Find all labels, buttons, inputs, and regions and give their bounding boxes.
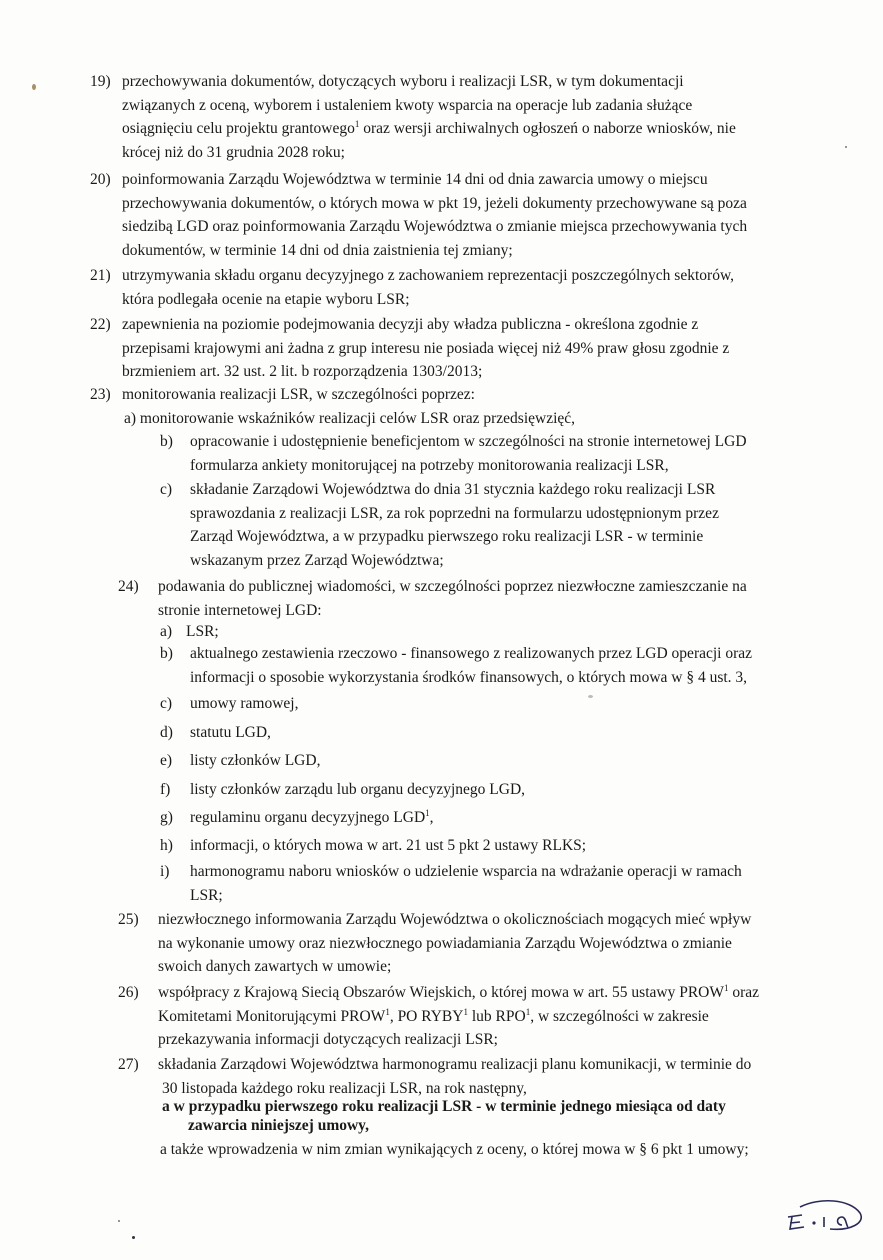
text-line: podawania do publicznej wiadomości, w szczególności poprzez niezwłoczne zamieszczanie na [158, 578, 747, 595]
text-line: swoich danych zawartych w umowie; [158, 958, 392, 975]
sub-letter: c) [160, 695, 173, 712]
text-line: opracowanie i udostępnienie beneficjentom w szczególności na stronie internetowej LGD [190, 433, 747, 450]
text-line: a także wprowadzenia w nim zmian wynikających z oceny, o której mowa w § 6 pkt 1 umowy; [160, 1141, 749, 1158]
item-text [122, 264, 798, 311]
sub-letter: i) [160, 863, 170, 880]
item-number: 25) [118, 911, 139, 928]
sub-letter: b) [160, 433, 173, 450]
text-line: przechowywania dokumentów, o których mowa w pkt 19, jeżeli dokumenty przechowywane są poza [122, 194, 747, 212]
closing-line [160, 1138, 820, 1162]
text-line: LSR; [186, 623, 219, 640]
text-line: informacji, o których mowa w art. 21 ust 5 pkt 2 ustawy RLKS; [190, 837, 587, 854]
text-line: 30 listopada każdego roku realizacji LSR, na rok następny, [162, 1079, 527, 1097]
sub-letter: a) [124, 410, 137, 427]
item-text [122, 70, 798, 164]
item-number: 24) [118, 578, 139, 595]
item-text [158, 575, 798, 622]
text-line: zawarcia niniejszej umowy, [188, 1117, 369, 1134]
sub-text [190, 478, 798, 572]
item-text [158, 981, 798, 1052]
text-line: brzmieniem art. 32 ust. 2 lit. b rozporządzenia 1303/2013; [122, 363, 483, 380]
text-line: harmonogramu naboru wniosków o udzielenie wsparcia na wdrażanie operacji w ramach [190, 863, 742, 880]
item-text [158, 1053, 798, 1100]
text-line: przepisami krajowymi ani żadna z grup interesu nie posiada więcej niż 49% praw głosu zgodnie z [122, 339, 730, 357]
text-line: monitorowania realizacji LSR, w szczególności poprzez: [122, 386, 475, 403]
sub-text [190, 860, 798, 907]
text-line: statutu LGD, [190, 724, 271, 741]
sub-item-23a [124, 407, 804, 431]
text-line: składanie Zarządowi Województwa do dnia 31 stycznia każdego roku realizacji LSR [190, 481, 716, 498]
text-line: a w przypadku pierwszego roku realizacji LSR - w terminie jednego miesiąca od daty [162, 1098, 726, 1115]
item-number: 27) [118, 1056, 139, 1073]
sub-letter: d) [160, 724, 173, 741]
item-number: 22) [90, 316, 111, 333]
sub-text [190, 430, 798, 477]
sub-letter: c) [160, 481, 173, 498]
text-line: umowy ramowej, [190, 695, 299, 712]
text-line: listy członków zarządu lub organu decyzyjnego LGD, [190, 781, 526, 798]
sub-text [190, 642, 798, 689]
text-line: krócej niż do 31 grudnia 2028 roku; [122, 143, 345, 161]
text-line: związanych z oceną, wyborem i ustaleniem kwoty wsparcia na operacje lub zadania służące [122, 96, 693, 114]
item-number: 26) [118, 984, 139, 1001]
sub-letter: g) [160, 809, 173, 826]
sub-letter: f) [160, 781, 171, 798]
text-line: składania Zarządowi Województwa harmonogramu realizacji planu komunikacji, w terminie do [158, 1056, 752, 1073]
text-line: Zarząd Województwa, a w przypadku pierwszego roku realizacji LSR - w terminie [190, 528, 704, 545]
text-line: która podlegała ocenie na etapie wyboru LSR; [122, 290, 410, 308]
text-line: poinformowania Zarządu Województwa w terminie 14 dni od dnia zawarcia umowy o miejscu [122, 171, 708, 188]
text-line: współpracy z Krajową Siecią Obszarów Wiejskich, o której mowa w art. 55 ustawy PROW$^1$ oraz [158, 982, 760, 1001]
scan-speck [32, 84, 36, 90]
text-line: siedzibą LGD oraz poinformowania Zarządu Województwa o zmianie miejsca przechowywania tych [122, 218, 748, 235]
text-line: na wykonanie umowy oraz niezwłocznego powiadamiania Zarządu Województwa o zmianie [158, 934, 732, 952]
sub-letter: h) [160, 837, 173, 854]
text-line: aktualnego zestawienia rzeczowo - finansowego z realizowanych przez LGD operacji oraz [190, 645, 753, 662]
sub-letter: e) [160, 752, 173, 769]
item-text [122, 383, 798, 407]
scan-speck [118, 1220, 120, 1222]
text-line: informacji o sposobie wykorzystania środków finansowych, o których mowa w § 4 ust. 3, [190, 668, 748, 686]
sub-letter: a) [160, 623, 173, 640]
scan-speck [845, 146, 847, 148]
bold-clause [162, 1097, 812, 1135]
text-line: zapewnienia na poziomie podejmowania decyzji aby władza publiczna - określona zgodnie z [122, 316, 699, 333]
text-line: stronie internetowej LGD: [158, 601, 322, 619]
signature-initials [780, 1195, 870, 1245]
text-line: przechowywania dokumentów, dotyczących wyboru i realizacji LSR, w tym dokumentacji [122, 73, 684, 90]
item-number: 20) [90, 171, 111, 188]
item-text [122, 313, 798, 384]
scan-speck [588, 695, 593, 698]
item-text [158, 908, 798, 979]
item-number: 19) [90, 73, 111, 90]
text-line: niezwłocznego informowania Zarządu Województwa o okolicznościach mogących mieć wpływ [158, 911, 752, 928]
item-number: 21) [90, 267, 111, 284]
text-line: wskazanym przez Zarząd Województwa; [190, 551, 444, 569]
text-line: formularza ankiety monitorującej na potrzeby monitorowania realizacji LSR, [190, 456, 669, 474]
text-line: osiągnięciu celu projektu grantowego$^1$ oraz wersji archiwalnych ogłoszeń o naborze wniosków, nie [122, 118, 736, 137]
text-line: dokumentów, w terminie 14 dni od dnia zaistnienia tej zmiany; [122, 241, 513, 259]
text-line: regulaminu organu decyzyjnego LGD$^1$, [190, 807, 434, 826]
text-line: monitorowanie wskaźników realizacji celów LSR oraz przedsięwzięć, [139, 410, 576, 427]
text-line: utrzymywania składu organu decyzyjnego z zachowaniem reprezentacji poszczególnych sektorów, [122, 267, 735, 284]
text-line: LSR; [190, 886, 223, 904]
text-line: listy członków LGD, [190, 752, 321, 769]
text-line: przekazywania informacji dotyczących realizacji LSR; [158, 1031, 498, 1048]
text-line: Komitetami Monitorującymi PROW$^1$, PO RYBY$^1$ lub RPO$^1$, w szczególności w zakresie [158, 1006, 709, 1025]
scan-speck [132, 1236, 135, 1239]
item-number: 23) [90, 386, 111, 403]
item-text [122, 168, 798, 262]
text-line: sprawozdania z realizacji LSR, za rok poprzedni na formularzu udostępnionym przez [190, 504, 719, 522]
sub-letter: b) [160, 645, 173, 662]
